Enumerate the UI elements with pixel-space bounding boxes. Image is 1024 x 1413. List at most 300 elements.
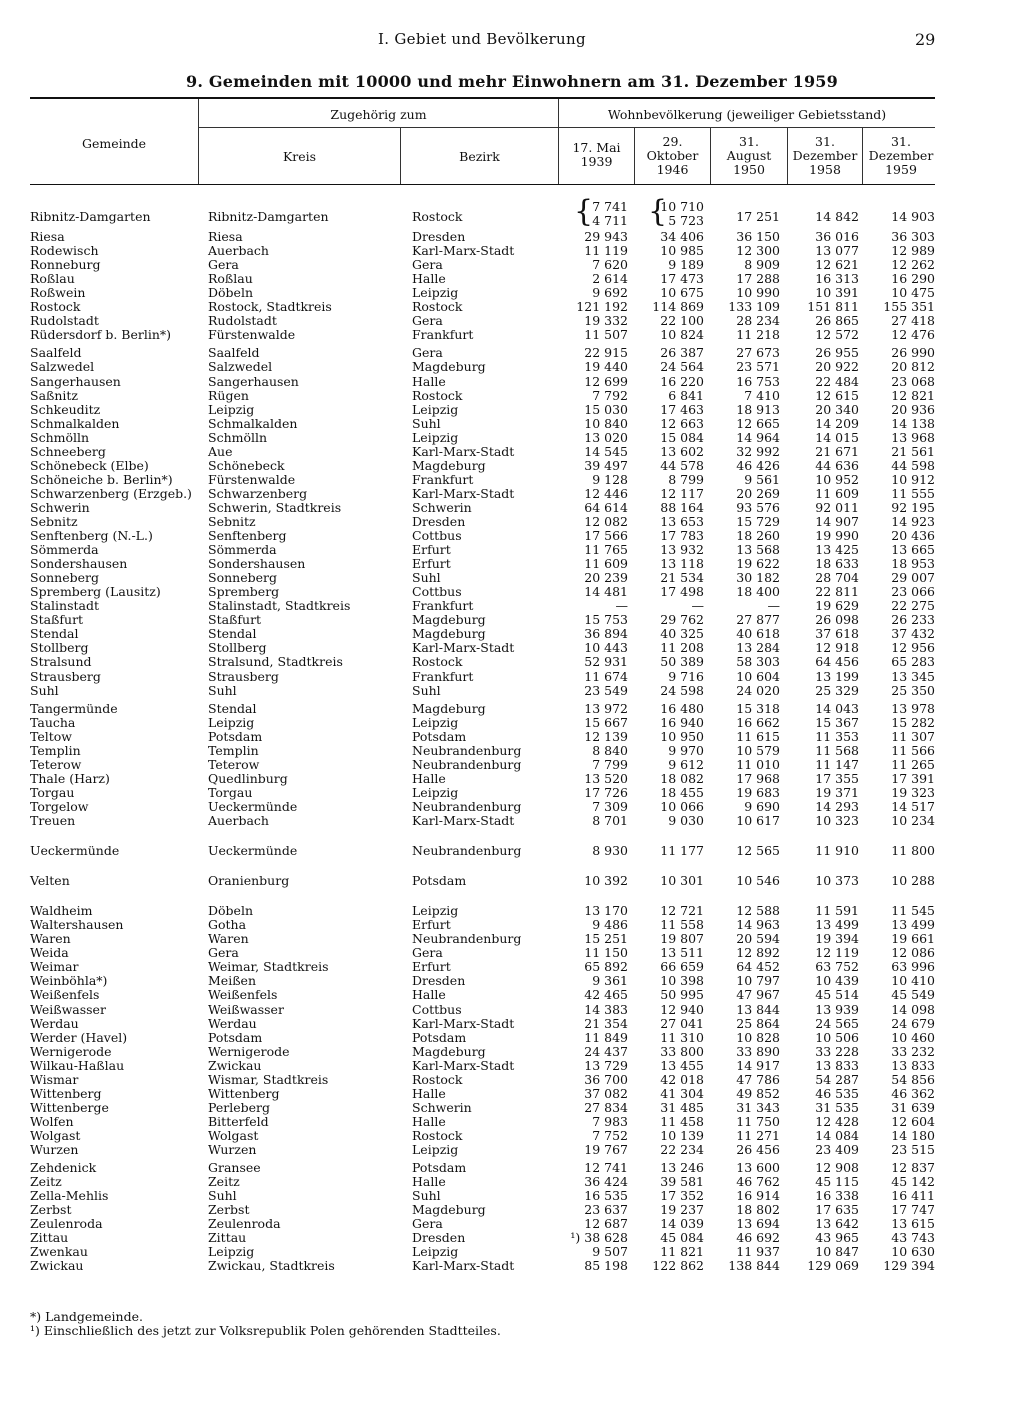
cell-bezirk: Frankfurt bbox=[412, 327, 474, 342]
cell-gemeinde: Roßwein bbox=[30, 285, 86, 300]
cell-kreis: Zeulenroda bbox=[208, 1216, 281, 1231]
cell-1946: 16 480 bbox=[660, 701, 704, 716]
date-line: 29. bbox=[662, 134, 683, 149]
cell-bezirk: Neubrandenburg bbox=[412, 843, 522, 858]
cell-bezirk: Suhl bbox=[412, 1188, 441, 1203]
cell-1958: 13 077 bbox=[815, 243, 859, 258]
table-row bbox=[0, 627, 1024, 641]
cell-1939: 24 437 bbox=[584, 1044, 628, 1059]
cell-1939: 14 383 bbox=[584, 1002, 628, 1017]
cell-kreis: Stollberg bbox=[208, 640, 267, 655]
table-row bbox=[0, 459, 1024, 473]
table-row bbox=[0, 375, 1024, 389]
cell-1958: 20 922 bbox=[815, 359, 859, 374]
cell-kreis: Waren bbox=[208, 931, 249, 946]
table-row bbox=[0, 758, 1024, 772]
table-row bbox=[0, 874, 1024, 888]
cell-bezirk: Karl-Marx-Stadt bbox=[412, 1058, 515, 1073]
cell-1959: 27 418 bbox=[891, 313, 935, 328]
cell-bezirk: Frankfurt bbox=[412, 598, 474, 613]
cell-1950: 16 753 bbox=[736, 374, 780, 389]
table-row bbox=[0, 473, 1024, 487]
cell-bezirk: Frankfurt bbox=[412, 472, 474, 487]
cell-1946: 26 387 bbox=[660, 345, 704, 360]
cell-1950: 12 588 bbox=[736, 903, 780, 918]
cell-bezirk: Schwerin bbox=[412, 1100, 472, 1115]
cell-1958: 22 484 bbox=[815, 374, 859, 389]
table-row bbox=[0, 585, 1024, 599]
cell-1946: 66 659 bbox=[660, 959, 704, 974]
cell-1958: 15 367 bbox=[815, 715, 859, 730]
cell-1959: 46 362 bbox=[891, 1086, 935, 1101]
table-row bbox=[0, 641, 1024, 655]
cell-1958: 31 535 bbox=[815, 1100, 859, 1115]
cell-gemeinde: Schwerin bbox=[30, 500, 90, 515]
cell-1959: 23 068 bbox=[891, 374, 935, 389]
cell-1950: 11 750 bbox=[736, 1114, 780, 1129]
table-row bbox=[0, 360, 1024, 374]
cell-1950: 10 990 bbox=[736, 285, 780, 300]
cell-1939: 7 752 bbox=[592, 1128, 628, 1143]
table-row bbox=[0, 1087, 1024, 1101]
cell-kreis: Bitterfeld bbox=[208, 1114, 269, 1129]
cell-1959: 44 598 bbox=[891, 458, 935, 473]
table-row bbox=[0, 1217, 1024, 1231]
table-row bbox=[0, 346, 1024, 360]
table-row bbox=[0, 716, 1024, 730]
cell-gemeinde: Roßlau bbox=[30, 271, 75, 286]
cell-1950: 20 269 bbox=[736, 486, 780, 501]
date-line: 17. Mai bbox=[572, 140, 621, 155]
cell-bezirk: Potsdam bbox=[412, 873, 467, 888]
cell-1946: 17 783 bbox=[660, 528, 704, 543]
cell-1959: 14 098 bbox=[891, 1002, 935, 1017]
cell-1959: 45 142 bbox=[891, 1174, 935, 1189]
cell-1946: 18 455 bbox=[660, 785, 704, 800]
cell-1946: 13 602 bbox=[660, 444, 704, 459]
cell-1958: 23 409 bbox=[815, 1142, 859, 1157]
cell-bezirk: Gera bbox=[412, 345, 443, 360]
table-row bbox=[0, 932, 1024, 946]
cell-1950: 11 218 bbox=[736, 327, 780, 342]
cell-1946: 9 970 bbox=[668, 743, 704, 758]
cell-1958: 36 016 bbox=[815, 229, 859, 244]
cell-1939-b: 4 711 bbox=[592, 213, 628, 228]
cell-1959: 13 499 bbox=[891, 917, 935, 932]
cell-kreis: Potsdam bbox=[208, 1030, 263, 1045]
cell-1958: 11 147 bbox=[815, 757, 859, 772]
cell-1946: 12 721 bbox=[660, 903, 704, 918]
cell-1959: 11 555 bbox=[891, 486, 935, 501]
table-row bbox=[0, 1017, 1024, 1031]
cell-1939: 12 699 bbox=[584, 374, 628, 389]
cell-kreis: Teterow bbox=[208, 757, 260, 772]
cell-1959: 92 195 bbox=[891, 500, 935, 515]
cell-1959: 33 232 bbox=[891, 1044, 935, 1059]
table-row bbox=[0, 684, 1024, 698]
cell-bezirk: Leipzig bbox=[412, 715, 459, 730]
cell-1958: 10 506 bbox=[815, 1030, 859, 1045]
table-row bbox=[0, 702, 1024, 716]
cell-1946: 13 455 bbox=[660, 1058, 704, 1073]
cell-gemeinde: Waldheim bbox=[30, 903, 93, 918]
cell-gemeinde: Teltow bbox=[30, 729, 73, 744]
cell-1939: 12 082 bbox=[584, 514, 628, 529]
cell-1939: 9 361 bbox=[592, 973, 628, 988]
cell-gemeinde: Torgelow bbox=[30, 799, 89, 814]
cell-1958: 26 955 bbox=[815, 345, 859, 360]
cell-1958: 13 939 bbox=[815, 1002, 859, 1017]
cell-bezirk: Rostock bbox=[412, 209, 463, 224]
cell-1958: 20 340 bbox=[815, 402, 859, 417]
date-line: 1959 bbox=[885, 162, 917, 177]
cell-1946: 122 862 bbox=[652, 1258, 704, 1273]
cell-1946: 40 325 bbox=[660, 626, 704, 641]
table-row bbox=[0, 1101, 1024, 1115]
cell-gemeinde: Torgau bbox=[30, 785, 75, 800]
cell-1950: 15 729 bbox=[736, 514, 780, 529]
cell-1950: 10 604 bbox=[736, 669, 780, 684]
cell-1959: 18 953 bbox=[891, 556, 935, 571]
cell-1958: 11 353 bbox=[815, 729, 859, 744]
cell-1950: 13 568 bbox=[736, 542, 780, 557]
cell-1946: 10 398 bbox=[660, 973, 704, 988]
cell-kreis: Suhl bbox=[208, 1188, 237, 1203]
cell-1959: 17 747 bbox=[891, 1202, 935, 1217]
cell-bezirk: Magdeburg bbox=[412, 1202, 486, 1217]
cell-1959: 23 066 bbox=[891, 584, 935, 599]
cell-kreis: Ueckermünde bbox=[208, 799, 298, 814]
cell-1946: 114 869 bbox=[652, 299, 704, 314]
cell-1939: 21 354 bbox=[584, 1016, 628, 1031]
cell-1950: 16 662 bbox=[736, 715, 780, 730]
cell-1950: 19 683 bbox=[736, 785, 780, 800]
cell-1939: 36 424 bbox=[584, 1174, 628, 1189]
cell-gemeinde: Weinböhla*) bbox=[30, 973, 108, 988]
cell-1958: 12 428 bbox=[815, 1114, 859, 1129]
cell-1950: 12 565 bbox=[736, 843, 780, 858]
table-row bbox=[0, 1259, 1024, 1273]
cell-1958: 14 209 bbox=[815, 416, 859, 431]
table-row bbox=[0, 557, 1024, 571]
cell-1950: 12 300 bbox=[736, 243, 780, 258]
cell-1946: 11 558 bbox=[660, 917, 704, 932]
cell-1959: 13 978 bbox=[891, 701, 935, 716]
cell-1958: 10 847 bbox=[815, 1244, 859, 1259]
cell-1946: 13 932 bbox=[660, 542, 704, 557]
cell-1958: 24 565 bbox=[815, 1016, 859, 1031]
cell-1958: 10 952 bbox=[815, 472, 859, 487]
cell-1939: 36 700 bbox=[584, 1072, 628, 1087]
cell-1946-b: 5 723 bbox=[668, 213, 704, 228]
cell-1939: 7 792 bbox=[592, 388, 628, 403]
cell-1959: 24 679 bbox=[891, 1016, 935, 1031]
cell-kreis: Auerbach bbox=[208, 243, 269, 258]
date-line: Oktober bbox=[646, 148, 699, 163]
cell-kreis: Templin bbox=[208, 743, 259, 758]
cell-kreis: Meißen bbox=[208, 973, 256, 988]
cell-1946: 24 598 bbox=[660, 683, 704, 698]
cell-1946: 50 995 bbox=[660, 987, 704, 1002]
cell-1959: 13 345 bbox=[891, 669, 935, 684]
cell-1939: 12 687 bbox=[584, 1216, 628, 1231]
cell-1958: 12 621 bbox=[815, 257, 859, 272]
cell-1958: 33 228 bbox=[815, 1044, 859, 1059]
cell-1950: 20 594 bbox=[736, 931, 780, 946]
table-row bbox=[0, 258, 1024, 272]
cell-1950: 36 150 bbox=[736, 229, 780, 244]
cell-1958: 14 907 bbox=[815, 514, 859, 529]
date-line: August bbox=[726, 148, 772, 163]
cell-gemeinde: Zehdenick bbox=[30, 1160, 97, 1175]
cell-kreis: Zwickau bbox=[208, 1058, 262, 1073]
cell-1939: 8 701 bbox=[592, 813, 628, 828]
cell-1959: 31 639 bbox=[891, 1100, 935, 1115]
cell-kreis: Gera bbox=[208, 257, 239, 272]
cell-1950: 15 318 bbox=[736, 701, 780, 716]
table-row bbox=[0, 515, 1024, 529]
cell-1950: 33 890 bbox=[736, 1044, 780, 1059]
cell-1946: 11 177 bbox=[660, 843, 704, 858]
cell-1939: 36 894 bbox=[584, 626, 628, 641]
cell-bezirk: Schwerin bbox=[412, 500, 472, 515]
cell-gemeinde: Spremberg (Lausitz) bbox=[30, 584, 161, 599]
cell-gemeinde: Wolfen bbox=[30, 1114, 74, 1129]
cell-1950: 7 410 bbox=[744, 388, 780, 403]
cell-kreis: Potsdam bbox=[208, 729, 263, 744]
cell-1950: 12 665 bbox=[736, 416, 780, 431]
table-row bbox=[0, 1143, 1024, 1157]
cell-kreis: Fürstenwalde bbox=[208, 327, 296, 342]
cell-1958: 17 635 bbox=[815, 1202, 859, 1217]
table-row bbox=[0, 1003, 1024, 1017]
cell-gemeinde: Schönebeck (Elbe) bbox=[30, 458, 149, 473]
table-row bbox=[0, 974, 1024, 988]
cell-1946: 6 841 bbox=[668, 388, 704, 403]
cell-1958: 19 990 bbox=[815, 528, 859, 543]
cell-1939: 22 915 bbox=[584, 345, 628, 360]
cell-gemeinde: Salzwedel bbox=[30, 359, 95, 374]
table-row bbox=[0, 1245, 1024, 1259]
cell-bezirk: Magdeburg bbox=[412, 359, 486, 374]
cell-1950: 10 797 bbox=[736, 973, 780, 988]
cell-gemeinde: Saalfeld bbox=[30, 345, 82, 360]
cell-kreis: Zeitz bbox=[208, 1174, 240, 1189]
cell-1959: 26 233 bbox=[891, 612, 935, 627]
cell-1958: 14 842 bbox=[815, 209, 859, 224]
cell-1958: 37 618 bbox=[815, 626, 859, 641]
running-header bbox=[0, 30, 1024, 52]
cell-bezirk: Magdeburg bbox=[412, 701, 486, 716]
cell-1959: 23 515 bbox=[891, 1142, 935, 1157]
cell-1950: 11 271 bbox=[736, 1128, 780, 1143]
cell-1939: 11 507 bbox=[584, 327, 628, 342]
date-line: 1958 bbox=[809, 162, 841, 177]
cell-bezirk: Karl-Marx-Stadt bbox=[412, 243, 515, 258]
cell-1950: 17 251 bbox=[736, 209, 780, 224]
cell-1959: 16 411 bbox=[891, 1188, 935, 1203]
table-row bbox=[0, 1129, 1024, 1143]
cell-1946: 17 473 bbox=[660, 271, 704, 286]
cell-1946: 17 498 bbox=[660, 584, 704, 599]
cell-kreis: Schönebeck bbox=[208, 458, 285, 473]
cell-1939: 9 486 bbox=[592, 917, 628, 932]
cell-1939: 17 566 bbox=[584, 528, 628, 543]
cell-1950: 64 452 bbox=[736, 959, 780, 974]
cell-1946: 50 389 bbox=[660, 654, 704, 669]
date-line: 1950 bbox=[733, 162, 765, 177]
cell-1958: 16 338 bbox=[815, 1188, 859, 1203]
cell-1939: 121 192 bbox=[576, 299, 628, 314]
cell-bezirk: Karl-Marx-Stadt bbox=[412, 486, 515, 501]
cell-1950: 47 967 bbox=[736, 987, 780, 1002]
cell-gemeinde: Senftenberg (N.-L.) bbox=[30, 528, 153, 543]
cell-gemeinde: Velten bbox=[30, 873, 70, 888]
cell-1946-a: 10 710 bbox=[660, 199, 704, 214]
cell-bezirk: Karl-Marx-Stadt bbox=[412, 1258, 515, 1273]
cell-1958: 17 355 bbox=[815, 771, 859, 786]
cell-bezirk: Suhl bbox=[412, 683, 441, 698]
cell-1958: 12 119 bbox=[815, 945, 859, 960]
cell-bezirk: Cottbus bbox=[412, 584, 462, 599]
cell-1939: 14 481 bbox=[584, 584, 628, 599]
cell-1950: 10 579 bbox=[736, 743, 780, 758]
cell-1958: 10 323 bbox=[815, 813, 859, 828]
cell-bezirk: Karl-Marx-Stadt bbox=[412, 444, 515, 459]
cell-bezirk: Leipzig bbox=[412, 903, 459, 918]
cell-bezirk: Rostock bbox=[412, 299, 463, 314]
cell-gemeinde: Stalinstadt bbox=[30, 598, 100, 613]
cell-bezirk: Neubrandenburg bbox=[412, 743, 522, 758]
cell-1959: 12 837 bbox=[891, 1160, 935, 1175]
cell-kreis: Stendal bbox=[208, 626, 257, 641]
cell-1946: 11 310 bbox=[660, 1030, 704, 1045]
table-row bbox=[0, 814, 1024, 828]
cell-1950: 46 692 bbox=[736, 1230, 780, 1245]
cell-bezirk: Gera bbox=[412, 945, 443, 960]
cell-kreis: Auerbach bbox=[208, 813, 269, 828]
table-row bbox=[0, 543, 1024, 557]
table-row bbox=[0, 800, 1024, 814]
cell-gemeinde: Wismar bbox=[30, 1072, 79, 1087]
cell-gemeinde: Ribnitz-Damgarten bbox=[30, 209, 151, 224]
cell-1939: 8 840 bbox=[592, 743, 628, 758]
cell-1939: 13 020 bbox=[584, 430, 628, 445]
table-row bbox=[0, 200, 1024, 214]
table-row bbox=[0, 1031, 1024, 1045]
cell-1959: 21 561 bbox=[891, 444, 935, 459]
cell-kreis: Wurzen bbox=[208, 1142, 257, 1157]
cell-1939: 16 535 bbox=[584, 1188, 628, 1203]
cell-1946: 12 117 bbox=[660, 486, 704, 501]
cell-1939: 37 082 bbox=[584, 1086, 628, 1101]
table-row bbox=[0, 1045, 1024, 1059]
cell-1958: 26 098 bbox=[815, 612, 859, 627]
cell-bezirk: Halle bbox=[412, 1174, 446, 1189]
cell-1946: 10 301 bbox=[660, 873, 704, 888]
cell-bezirk: Dresden bbox=[412, 229, 466, 244]
cell-gemeinde: Treuen bbox=[30, 813, 76, 828]
header-date-1939 bbox=[559, 141, 634, 169]
table-row bbox=[0, 730, 1024, 744]
cell-1946: 11 458 bbox=[660, 1114, 704, 1129]
cell-1939: 12 446 bbox=[584, 486, 628, 501]
cell-1939: 23 549 bbox=[584, 683, 628, 698]
table-row bbox=[0, 844, 1024, 858]
cell-1939: 13 729 bbox=[584, 1058, 628, 1073]
cell-1939: 10 392 bbox=[584, 873, 628, 888]
cell-1946: 29 762 bbox=[660, 612, 704, 627]
cell-1946: 10 675 bbox=[660, 285, 704, 300]
cell-1950: 10 546 bbox=[736, 873, 780, 888]
cell-bezirk: Potsdam bbox=[412, 729, 467, 744]
cell-1950: 10 828 bbox=[736, 1030, 780, 1045]
cell-1950: 18 400 bbox=[736, 584, 780, 599]
cell-kreis: Saalfeld bbox=[208, 345, 260, 360]
table-row bbox=[0, 431, 1024, 445]
cell-bezirk: Erfurt bbox=[412, 556, 451, 571]
cell-1939: 42 465 bbox=[584, 987, 628, 1002]
cell-bezirk: Leipzig bbox=[412, 1142, 459, 1157]
cell-1958: 11 609 bbox=[815, 486, 859, 501]
cell-kreis: Werdau bbox=[208, 1016, 257, 1031]
cell-1959: 20 436 bbox=[891, 528, 935, 543]
cell-1939: 14 545 bbox=[584, 444, 628, 459]
cell-1958: 13 199 bbox=[815, 669, 859, 684]
cell-bezirk: Rostock bbox=[412, 654, 463, 669]
cell-1959: 14 903 bbox=[891, 209, 935, 224]
cell-gemeinde: Sebnitz bbox=[30, 514, 78, 529]
cell-1959: 12 604 bbox=[891, 1114, 935, 1129]
cell-1946: — bbox=[691, 598, 704, 613]
cell-1959: 14 923 bbox=[891, 514, 935, 529]
cell-gemeinde: Sonneberg bbox=[30, 570, 99, 585]
table-row bbox=[0, 314, 1024, 328]
cell-1958: 44 636 bbox=[815, 458, 859, 473]
cell-1958: 14 084 bbox=[815, 1128, 859, 1143]
cell-kreis: Salzwedel bbox=[208, 359, 273, 374]
cell-bezirk: Magdeburg bbox=[412, 612, 486, 627]
cell-gemeinde: Werder (Havel) bbox=[30, 1030, 128, 1045]
table-row bbox=[0, 1231, 1024, 1245]
cell-1946: 8 799 bbox=[668, 472, 704, 487]
table-row bbox=[0, 744, 1024, 758]
cell-bezirk: Magdeburg bbox=[412, 458, 486, 473]
cell-1939: 13 972 bbox=[584, 701, 628, 716]
cell-1959: 43 743 bbox=[891, 1230, 935, 1245]
cell-bezirk: Karl-Marx-Stadt bbox=[412, 813, 515, 828]
cell-bezirk: Dresden bbox=[412, 514, 466, 529]
cell-bezirk: Karl-Marx-Stadt bbox=[412, 1016, 515, 1031]
cell-bezirk: Halle bbox=[412, 1114, 446, 1129]
brace-1939: { bbox=[574, 194, 594, 229]
cell-kreis: Schwarzenberg bbox=[208, 486, 308, 501]
cell-1958: 16 313 bbox=[815, 271, 859, 286]
cell-1959: 13 833 bbox=[891, 1058, 935, 1073]
cell-1958: 12 918 bbox=[815, 640, 859, 655]
cell-1939: 65 892 bbox=[584, 959, 628, 974]
cell-bezirk: Neubrandenburg bbox=[412, 799, 522, 814]
table-top-rule bbox=[30, 97, 935, 99]
cell-1958: 13 425 bbox=[815, 542, 859, 557]
cell-1939: ¹) 38 628 bbox=[570, 1230, 628, 1245]
cell-bezirk: Erfurt bbox=[412, 542, 451, 557]
cell-gemeinde: Saßnitz bbox=[30, 388, 79, 403]
date-line: 1939 bbox=[580, 154, 613, 169]
table-row bbox=[0, 786, 1024, 800]
cell-1946: 10 985 bbox=[660, 243, 704, 258]
table-row bbox=[0, 529, 1024, 543]
